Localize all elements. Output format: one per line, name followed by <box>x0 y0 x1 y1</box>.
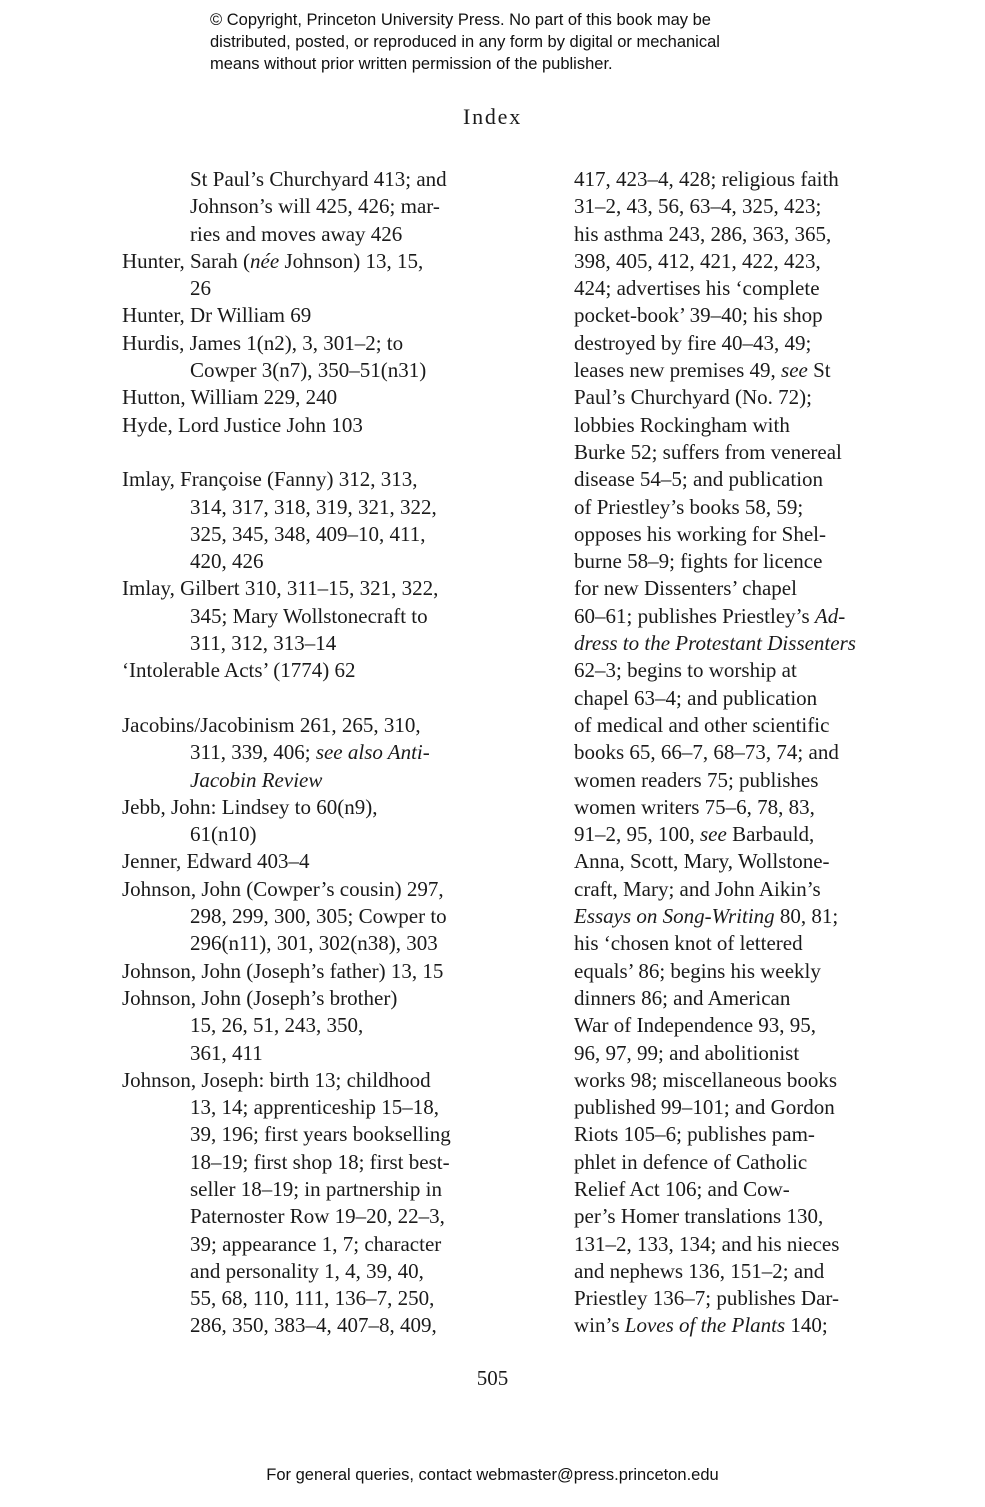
index-entry-continuation: for new Dissenters’ chapel <box>574 576 797 601</box>
index-entry-continuation: St Paul’s Churchyard 413; and <box>190 167 447 191</box>
index-entry: ‘Intolerable Acts’ (1774) 62 <box>122 658 356 683</box>
index-entry-continuation: dress to the Protestant Dissenters <box>574 631 856 656</box>
index-entry-continuation: 298, 299, 300, 305; Cowper to <box>190 904 447 929</box>
index-entry-continuation: lobbies Rockingham with <box>574 412 790 437</box>
index-entry-continuation: 131–2, 133, 134; and his nieces <box>574 1231 840 1256</box>
index-entry-continuation: pocket-book’ 39–40; his shop <box>574 303 823 328</box>
index-entry-continuation: and personality 1, 4, 39, 40, <box>190 1258 424 1283</box>
index-entry-continuation: of Priestley’s books 58, 59; <box>574 494 804 519</box>
index-entry: Hurdis, James 1(n2), 3, 301–2; to <box>122 330 404 355</box>
index-entry: Hunter, Sarah (née Johnson) 13, 15, <box>122 248 424 273</box>
index-entry-continuation: phlet in defence of Catholic <box>574 1149 808 1174</box>
index-entry: Hutton, William 229, 240 <box>122 385 338 410</box>
index-entry-continuation: seller 18–19; in partnership in <box>190 1176 442 1201</box>
index-entry-continuation: 31–2, 43, 56, 63–4, 325, 423; <box>574 194 822 219</box>
index-entry-continuation: leases new premises 49, see St <box>574 358 831 383</box>
index-entry-continuation: women writers 75–6, 78, 83, <box>574 794 815 819</box>
index-entry-continuation: 61(n10) <box>190 822 257 847</box>
index-entry-continuation: and nephews 136, 151–2; and <box>574 1258 825 1283</box>
index-entry-continuation: Anna, Scott, Mary, Wollstone- <box>574 849 830 874</box>
index-entry-continuation: 15, 26, 51, 243, 350, <box>190 1013 364 1038</box>
index-entry-continuation: 345; Mary Wollstonecraft to <box>190 603 428 628</box>
entry-gap <box>122 439 492 466</box>
index-entry-continuation: 286, 350, 383–4, 407–8, 409, <box>190 1313 437 1338</box>
index-entry-continuation: 417, 423–4, 428; religious faith <box>574 167 839 191</box>
index-entry-continuation: 62–3; begins to worship at <box>574 658 797 683</box>
index-entry-continuation: Cowper 3(n7), 350–51(n31) <box>190 358 427 383</box>
index-entry-continuation: craft, Mary; and John Aikin’s <box>574 876 821 901</box>
index-entry-continuation: Jacobin Review <box>190 767 323 792</box>
index-entry-continuation: disease 54–5; and publication <box>574 467 824 492</box>
index-entry-continuation: his ‘chosen knot of lettered <box>574 931 803 956</box>
index-entry-continuation: 311, 339, 406; see also Anti- <box>190 740 430 765</box>
index-entry-continuation: Priestley 136–7; publishes Dar- <box>574 1286 839 1311</box>
index-column-left <box>122 166 492 1340</box>
index-entry: Johnson, John (Joseph’s brother) <box>122 985 398 1010</box>
index-entry-continuation: his asthma 243, 286, 363, 365, <box>574 221 832 246</box>
index-entry-continuation: burne 58–9; fights for licence <box>574 549 823 574</box>
index-entry-continuation: 325, 345, 348, 409–10, 411, <box>190 521 426 546</box>
index-entry-continuation: Essays on Song-Writing 80, 81; <box>574 904 839 929</box>
copyright-line-2: distributed, posted, or reproduced in any form by digital or mechanical <box>210 33 720 51</box>
footer-contact: For general queries, contact webmaster@press.princeton.edu <box>266 1466 719 1484</box>
index-entry-continuation: Paternoster Row 19–20, 22–3, <box>190 1204 445 1229</box>
index-entry-continuation: destroyed by fire 40–43, 49; <box>574 330 812 355</box>
index-entry-continuation: 60–61; publishes Priestley’s Ad- <box>574 603 846 628</box>
index-entry: Imlay, Gilbert 310, 311–15, 321, 322, <box>122 576 439 601</box>
index-entry-continuation: books 65, 66–7, 68–73, 74; and <box>574 740 839 765</box>
index-entry-continuation: equals’ 86; begins his weekly <box>574 958 821 983</box>
index-entry-continuation: ries and moves away 426 <box>190 221 403 246</box>
index-entry: Johnson, John (Cowper’s cousin) 297, <box>122 876 444 901</box>
index-entry-continuation: of medical and other scientific <box>574 712 830 737</box>
copyright-line-1: © Copyright, Princeton University Press. No part of this book may be <box>210 11 711 29</box>
page-number: 505 <box>476 1366 509 1390</box>
index-entry-continuation: 361, 411 <box>190 1040 263 1065</box>
index-column-right <box>574 166 874 1340</box>
index-entry-continuation: 420, 426 <box>190 549 264 574</box>
index-entry-continuation: per’s Homer translations 130, <box>574 1204 824 1229</box>
index-entry-continuation: 26 <box>190 276 211 301</box>
index-entry-continuation: 13, 14; apprenticeship 15–18, <box>190 1095 440 1120</box>
index-entry-continuation: Johnson’s will 425, 426; mar- <box>190 194 440 219</box>
index-entry: Hunter, Dr William 69 <box>122 303 312 328</box>
index-entry-continuation: Riots 105–6; publishes pam- <box>574 1122 815 1147</box>
index-entry: Johnson, Joseph: birth 13; childhood <box>122 1067 431 1092</box>
index-entry-continuation: 55, 68, 110, 111, 136–7, 250, <box>190 1286 435 1311</box>
index-entry-continuation: Paul’s Churchyard (No. 72); <box>574 385 812 410</box>
index-entry-continuation: 39, 196; first years bookselling <box>190 1122 451 1147</box>
running-head: Index <box>462 104 523 129</box>
index-entry-continuation: published 99–101; and Gordon <box>574 1095 835 1120</box>
index-entry: Imlay, Françoise (Fanny) 312, 313, <box>122 467 418 492</box>
index-entry-continuation: Relief Act 106; and Cow- <box>574 1176 790 1201</box>
index-entry-continuation: War of Independence 93, 95, <box>574 1013 817 1038</box>
index-entry-continuation: opposes his working for Shel- <box>574 521 826 546</box>
index-entry-continuation: 398, 405, 412, 421, 422, 423, <box>574 248 821 273</box>
index-entry: Johnson, John (Joseph’s father) 13, 15 <box>122 958 444 983</box>
index-entry-continuation: 424; advertises his ‘complete <box>574 276 820 301</box>
index-entry: Jebb, John: Lindsey to 60(n9), <box>122 794 378 819</box>
index-entry-continuation: 91–2, 95, 100, see Barbauld, <box>574 822 815 847</box>
index-entry-continuation: 96, 97, 99; and abolitionist <box>574 1040 800 1065</box>
index-entry-continuation: win’s Loves of the Plants 140; <box>574 1313 828 1338</box>
index-entry-continuation: Burke 52; suffers from venereal <box>574 439 842 464</box>
copyright-notice <box>210 9 830 75</box>
index-entry-continuation: dinners 86; and American <box>574 985 791 1010</box>
index-entry: Jacobins/Jacobinism 261, 265, 310, <box>122 712 421 737</box>
index-entry-continuation: works 98; miscellaneous books <box>574 1067 838 1092</box>
copyright-line-3: means without prior written permission of the publisher. <box>210 55 613 73</box>
index-entry-continuation: women readers 75; publishes <box>574 767 819 792</box>
index-entry-continuation: chapel 63–4; and publication <box>574 685 818 710</box>
index-entry-continuation: 311, 312, 313–14 <box>190 631 337 656</box>
index-entry-continuation: 18–19; first shop 18; first best- <box>190 1149 450 1174</box>
entry-gap <box>122 685 492 712</box>
index-entry-continuation: 296(n11), 301, 302(n38), 303 <box>190 931 438 956</box>
index-entry: Jenner, Edward 403–4 <box>122 849 310 874</box>
index-entry-continuation: 314, 317, 318, 319, 321, 322, <box>190 494 437 519</box>
index-entry-continuation: 39; appearance 1, 7; character <box>190 1231 442 1256</box>
index-entry: Hyde, Lord Justice John 103 <box>122 412 363 437</box>
